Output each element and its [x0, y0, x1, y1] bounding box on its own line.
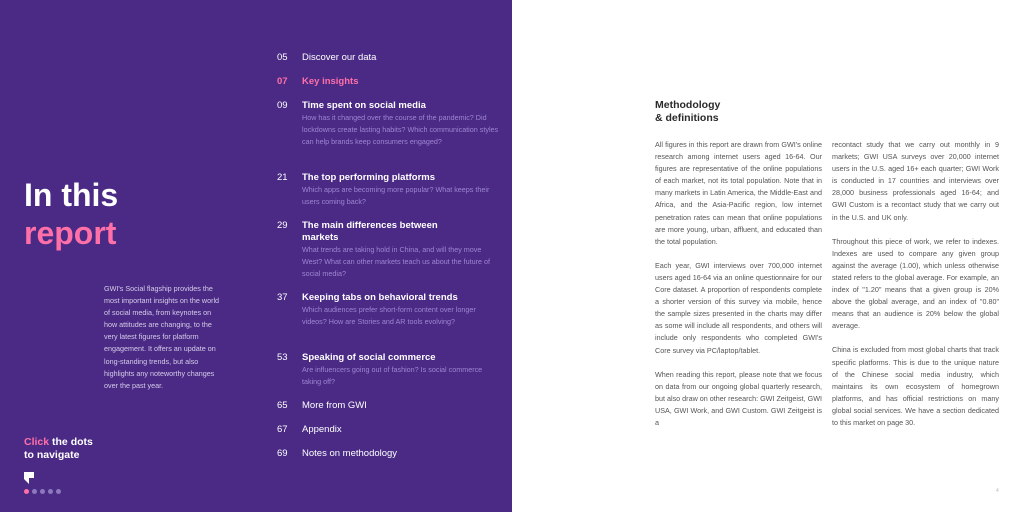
- page-dot[interactable]: [32, 489, 37, 494]
- paragraph: All figures in this report are drawn from GWI's online research among internet users aged 16-64. Our figures are representative of the online populations of each market, not its total population. Note that in many markets in Latin America, the Middle-East and Africa, and the Asia-Pacific region, low internet penetration rates can mean that online populations are more young, urban, affluent, and educated than the total population.: [655, 140, 822, 246]
- navigation-hint: [24, 436, 93, 462]
- toc-title: The main differences between markets: [302, 220, 438, 243]
- toc-title: The top performing platforms: [302, 172, 435, 183]
- page-title-line2: report: [24, 215, 117, 251]
- page-title: [24, 176, 118, 252]
- toc-title: Time spent on social media: [302, 100, 426, 111]
- page-number: 4: [996, 488, 999, 494]
- toc-description: Which apps are becoming more popular? What keeps their users coming back?: [302, 185, 490, 207]
- nav-hint-line2: to navigate: [24, 449, 80, 461]
- paragraph: Each year, GWI interviews over 700,000 internet users aged 16-64 via an online questionnaire for our Core dataset. A proportion of respondents complete a shorter version of this survey via mobile, hence the sample sizes presented in the charts may differ as some will include all respondents, and others will include only respondents who completed GWI's Core survey via PC/laptop/tablet.: [655, 260, 822, 355]
- toc-title: More from GWI: [302, 400, 367, 411]
- page-title-line1: In this: [24, 177, 119, 213]
- page-dot[interactable]: [40, 489, 45, 494]
- gwi-logo-icon: [24, 472, 34, 484]
- toc-page-number: 53: [277, 352, 288, 363]
- paragraph: Throughout this piece of work, we refer to indexes. Indexes are used to compare any given group against the average (1.00), which unless otherwise stated refers to the global average. For example, an index of "1.20" means that a given group is 20% above the global average, and an index of "0.80" means that an audience is 20% below the global average.: [832, 236, 999, 331]
- methodology-heading-line2: & definitions: [655, 111, 719, 124]
- toc-title: Discover our data: [302, 52, 377, 63]
- toc-description: Are influencers going out of fashion? Is social commerce taking off?: [302, 365, 483, 387]
- paragraph: recontact study that we carry out monthly in 9 markets; GWI USA surveys over 20,000 internet users in the U.S. aged 16+ each quarter; GWI Work is conducted in 17 countries and interviews over 28,000 business professionals aged 16-64; and GWI Custom is a recontact study that we carry out in the U.S. and UK only.: [832, 140, 999, 222]
- intro-text: GWI's Social flagship provides the most important insights on the world of social media, from keynotes on how attitudes are changing, to the very latest figures for platform engagement. It offers an update on long-standing trends, but also highlights any noteworthy changes over the past year.: [104, 284, 220, 390]
- methodology-heading-line1: Methodology: [655, 99, 721, 111]
- page-dot[interactable]: [48, 489, 53, 494]
- toc-page-number: 29: [277, 220, 288, 231]
- toc-title: Speaking of social commerce: [302, 352, 436, 363]
- toc-title: Keeping tabs on behavioral trends: [302, 292, 458, 303]
- methodology-heading: [655, 99, 720, 124]
- methodology-page: [512, 0, 1024, 512]
- toc-description: What trends are taking hold in China, and will they move West? What can other markets teach us about the future of social media?: [302, 245, 491, 279]
- toc-title: Notes on methodology: [302, 448, 398, 459]
- toc-description: How has it changed over the course of the pandemic? Did lockdowns create lasting habits? Which communication styles can help brands keep consumers engaged?: [302, 113, 499, 147]
- methodology-column-2: [832, 139, 999, 441]
- page-dots: [24, 489, 61, 494]
- paragraph: China is excluded from most global charts that track specific platforms. This is due to the unique nature of the Chinese social media industry, which maintains its own ecosystem of homegrown platforms, and has official restrictions on many global social services. We have a section dedicated to this market on page 30.: [832, 345, 999, 427]
- page-dot[interactable]: [24, 489, 29, 494]
- toc-description: Which audiences prefer short-form content over longer videos? How are Stories and AR tools evolving?: [302, 305, 476, 327]
- toc-page-number: 37: [277, 292, 288, 303]
- toc-page-number: 21: [277, 172, 288, 183]
- toc-page-number: 09: [277, 100, 288, 111]
- paragraph: When reading this report, please note that we focus on data from our ongoing global quarterly research, but also draw on other research: GWI Zeitgeist, GWI USA, GWI Work, and GWI Custom. GWI Zeitgeist is a: [655, 369, 822, 427]
- toc-page-number: 65: [277, 400, 288, 411]
- nav-hint-rest: the dots: [49, 436, 93, 448]
- toc-page-number: 07: [277, 76, 288, 87]
- toc-page-number: 69: [277, 448, 288, 459]
- nav-hint-click: Click: [24, 436, 50, 448]
- toc-page-number: 05: [277, 52, 288, 63]
- toc-title: Appendix: [302, 424, 342, 435]
- toc-title: Key insights: [302, 76, 359, 87]
- toc-page-number: 67: [277, 424, 288, 435]
- page-dot[interactable]: [56, 489, 61, 494]
- methodology-column-1: [655, 139, 822, 441]
